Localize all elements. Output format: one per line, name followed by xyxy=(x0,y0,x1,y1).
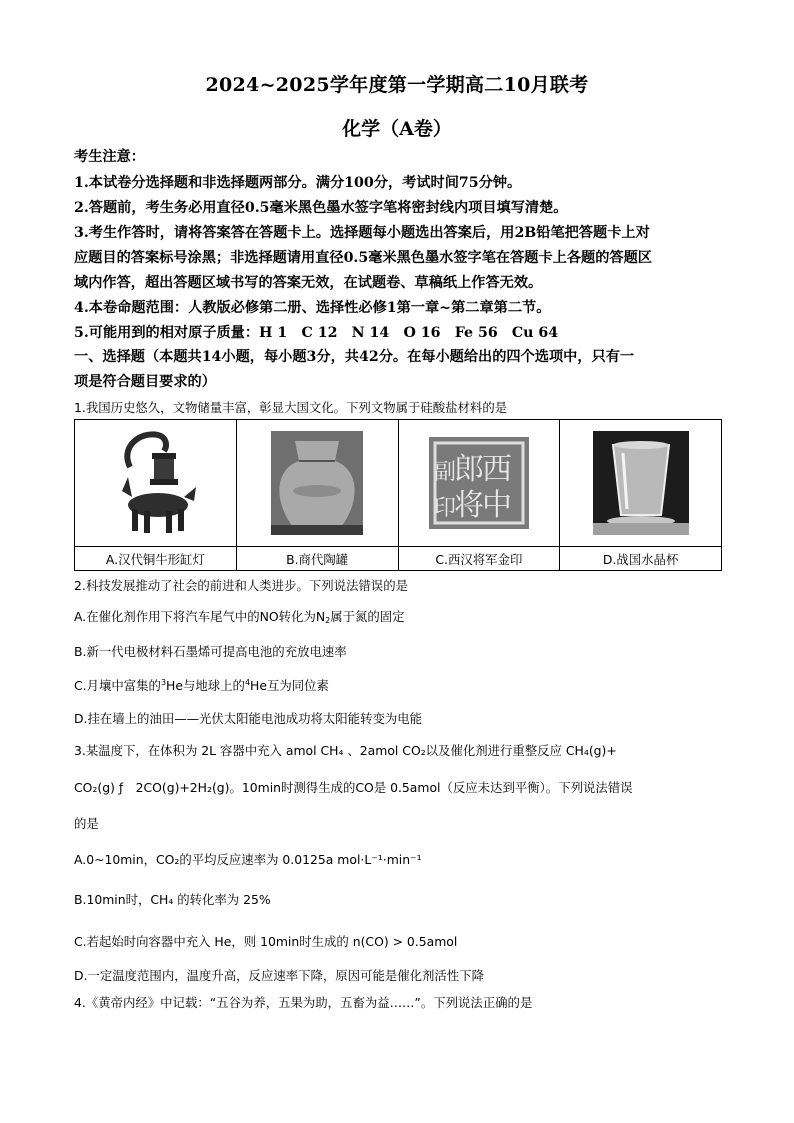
q2-option-c: C.月壤中富集的$^3$He与地球上的$^4$He互为同位素 xyxy=(74,678,329,693)
q1-stem: 1.我国历史悠久，文物储量丰富，彰显大国文化。下列文物属于硅酸盐材料的是 xyxy=(74,400,508,415)
exam-title: 2024~2025学年度第一学期高二10月联考 xyxy=(205,74,589,96)
notice-line-7: 5.可能用到的相对原子质量：H 1 C 12 N 14 O 16 Fe 56 Cu 64 xyxy=(74,325,559,341)
notice-line-6: 4.本卷命题范围：人教版必修第二册、选择性必修1第一章~第二章第二节。 xyxy=(74,300,551,316)
q1-option-d: D.战国水晶杯 xyxy=(560,547,722,571)
q1-image-a xyxy=(75,420,237,547)
notice-line-2: 2.答题前，考生务必用直径0.5毫米黑色墨水签字笔将密封线内项目填写清楚。 xyxy=(74,200,568,216)
notice-line-1: 1.本试卷分选择题和非选择题两部分。满分100分，考试时间75分钟。 xyxy=(74,175,522,191)
q1-option-c: C.西汉将军金印 xyxy=(398,547,560,571)
q1-image-b xyxy=(236,420,398,547)
q1-option-b: B.商代陶罐 xyxy=(236,547,398,571)
bronze-ox-lamp-icon xyxy=(110,427,200,539)
q2-option-b: B.新一代电极材料石墨烯可提高电池的充放电速率 xyxy=(74,644,347,659)
seal-char-1: 西 xyxy=(481,452,512,487)
notice-line-5: 域内作答，超出答题区域书写的答案无效，在试题卷、草稿纸上作答无效。 xyxy=(74,275,543,291)
q1-image-table xyxy=(74,419,722,571)
section-heading-line-2: 项是符合题目要求的） xyxy=(74,374,216,390)
q3-option-b: B.10min时，CH₄ 的转化率为 25% xyxy=(74,892,271,907)
q3-stem-line-3: 的是 xyxy=(74,816,99,831)
section-heading-line-1: 一、选择题（本题共14小题，每小题3分，共42分。在每小题给出的四个选项中，只有一 xyxy=(74,349,635,365)
crystal-cup-icon xyxy=(593,431,689,535)
q2-stem: 2.科技发展推动了社会的前进和人类进步。下列说法错误的是 xyxy=(74,578,408,593)
q1-image-d xyxy=(560,420,722,547)
notice-line-3: 3.考生作答时，请将答案答在答题卡上。选择题每小题选出答案后，用2B铅笔把答题卡上对 xyxy=(74,225,650,241)
q3-stem-line-2: CO₂(g) ƒ 2CO(g)+2H₂(g)。10min时测得生成的CO是 0.5amol（反应未达到平衡）。下列说法错误 xyxy=(74,780,633,795)
q3-stem-line-1: 3.某温度下，在体积为 2L 容器中充入 amol CH₄ 、2amol CO₂以及催化剂进行重整反应 CH₄(g)+ xyxy=(74,743,617,758)
q1-image-c xyxy=(398,420,560,547)
q3-option-a: A.0~10min，CO₂的平均反应速率为 0.0125a mol·L⁻¹·min⁻¹ xyxy=(74,852,422,867)
seal-char-3: 郎 xyxy=(453,452,484,487)
seal-char-5: 副 xyxy=(433,460,456,485)
q4-stem: 4.《黄帝内经》中记载：“五谷为养，五果为助，五畜为益……”。下列说法正确的是 xyxy=(74,995,533,1010)
q3-option-c: C.若起始时向容器中充入 He，则 10min时生成的 n(CO) > 0.5amol xyxy=(74,934,458,949)
q1-option-a: A.汉代铜牛形缸灯 xyxy=(75,547,237,571)
q2-option-a: A.在催化剂作用下将汽车尾气中的NO转化为$N_2$属于氮的固定 xyxy=(74,609,405,625)
notice-line-4: 应题目的答案标号涂黑；非选择题请用直径0.5毫米黑色墨水签字笔在答题卡上各题的答题区 xyxy=(74,250,652,266)
seal-char-4: 将 xyxy=(453,488,484,523)
seal-char-6: 印 xyxy=(433,496,456,521)
exam-subtitle: 化学（A卷） xyxy=(342,118,452,140)
q2-option-d: D.挂在墙上的油田——光伏太阳能电池成功将太阳能转变为电能 xyxy=(74,711,423,726)
pottery-jar-icon xyxy=(271,431,363,535)
seal-char-2: 中 xyxy=(481,488,512,523)
notice-heading: 考生注意： xyxy=(74,149,145,165)
gold-seal-imprint-icon xyxy=(427,435,531,531)
q3-option-d: D.一定温度范围内，温度升高，反应速率下降，原因可能是催化剂活性下降 xyxy=(74,968,484,983)
